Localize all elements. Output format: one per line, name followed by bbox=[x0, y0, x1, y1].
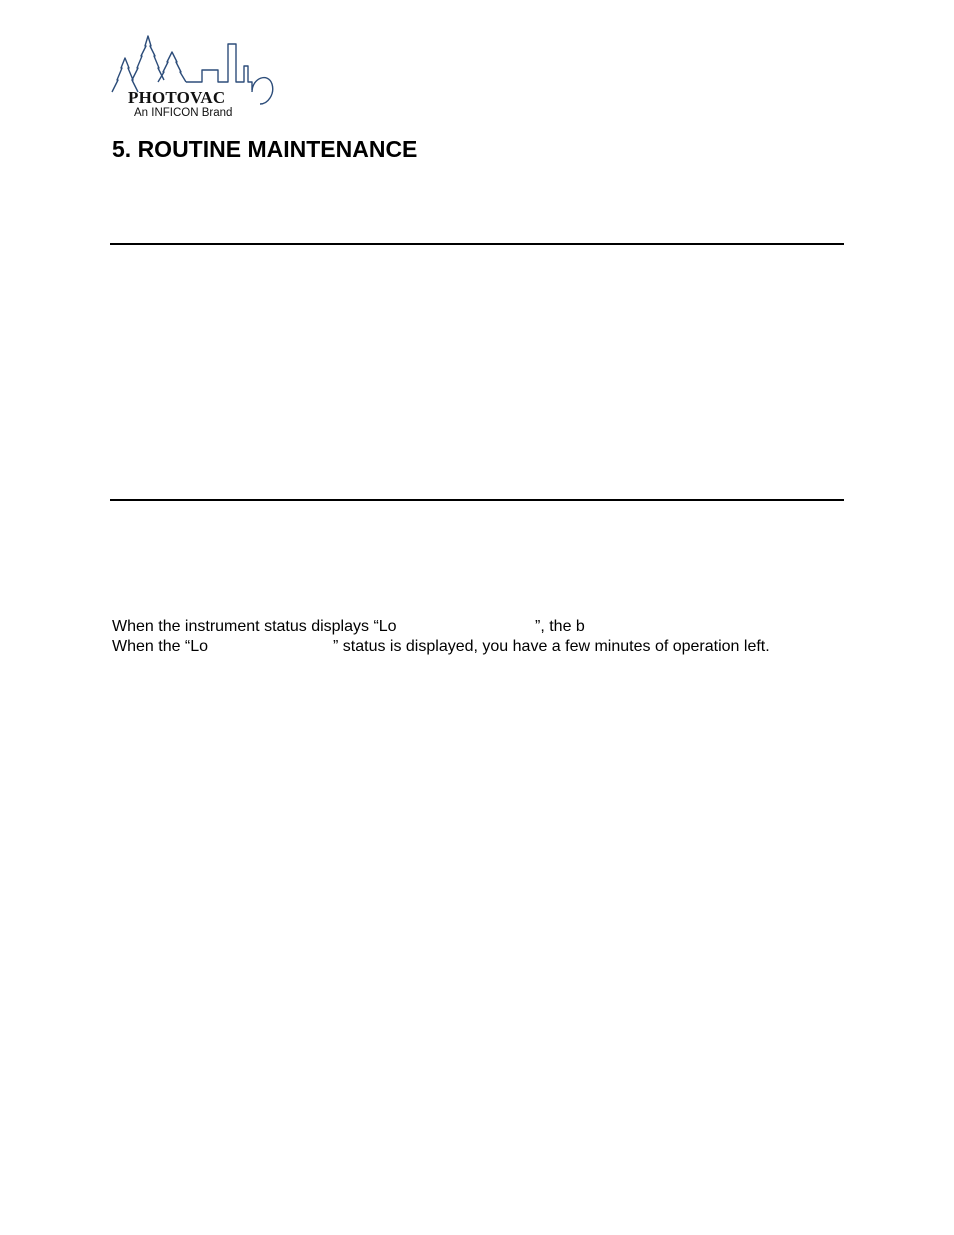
section-divider-top bbox=[110, 243, 844, 245]
logo-name: PHOTOVAC bbox=[128, 88, 226, 107]
section-divider-bottom bbox=[110, 499, 844, 501]
line-2-text-end: ” status is displayed, you have a few minutes of operation left. bbox=[333, 638, 770, 655]
photovac-logo bbox=[110, 32, 278, 122]
line-2-text-start: When the “Lo bbox=[112, 638, 209, 655]
line-1-text-end: ”, the b bbox=[535, 618, 585, 635]
chapter-title: 5. ROUTINE MAINTENANCE bbox=[112, 136, 418, 162]
line-1-text-start: When the instrument status displays “Lo bbox=[112, 618, 397, 635]
logo-tagline: An INFICON Brand bbox=[134, 107, 233, 119]
